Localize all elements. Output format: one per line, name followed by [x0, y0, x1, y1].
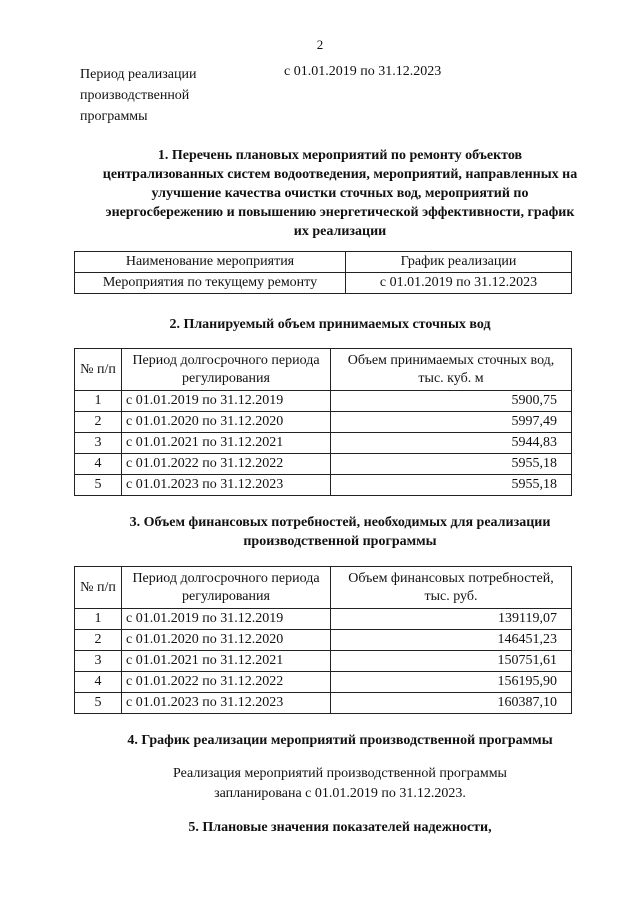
- table-cell: 5944,83: [331, 433, 572, 454]
- table-cell: 156195,90: [331, 672, 572, 693]
- table-cell: 1: [75, 391, 122, 412]
- table-row: [75, 630, 572, 651]
- table-row: [75, 391, 572, 412]
- table-cell: с 01.01.2023 по 31.12.2023: [122, 693, 331, 714]
- table-cell: 3: [75, 651, 122, 672]
- column-header: График реализации: [346, 252, 572, 273]
- activities-table: [74, 251, 572, 294]
- table-row: [75, 609, 572, 630]
- table-cell: 5955,18: [331, 475, 572, 496]
- financial-needs-table: [74, 566, 572, 714]
- page-number: 2: [316, 37, 324, 52]
- section5-heading: 5. Плановые значения показателей надежности,: [188, 820, 492, 835]
- period-value: с 01.01.2019 по 31.12.2023: [284, 64, 442, 79]
- section3-heading: 3. Объем финансовых потребностей, необходимых для реализации производственной программы: [129, 515, 551, 549]
- table-row: [75, 433, 572, 454]
- table-cell: Мероприятия по текущему ремонту: [75, 273, 346, 294]
- column-header: Объем финансовых потребностей, тыс. руб.: [331, 567, 572, 609]
- column-header: № п/п: [75, 349, 122, 391]
- column-header: Период долгосрочного периода регулирования: [122, 567, 331, 609]
- table-cell: 146451,23: [331, 630, 572, 651]
- section2-heading: 2. Планируемый объем принимаемых сточных вод: [169, 317, 491, 332]
- table-cell: 5: [75, 693, 122, 714]
- table-cell: 5900,75: [331, 391, 572, 412]
- table-cell: с 01.01.2019 по 31.12.2019: [122, 391, 331, 412]
- table-row: [75, 651, 572, 672]
- column-header: № п/п: [75, 567, 122, 609]
- table-cell: с 01.01.2022 по 31.12.2022: [122, 454, 331, 475]
- table-cell: 3: [75, 433, 122, 454]
- table-cell: 5: [75, 475, 122, 496]
- column-header: Объем принимаемых сточных вод, тыс. куб. м: [331, 349, 572, 391]
- table-header-row: [75, 567, 572, 609]
- table-cell: с 01.01.2023 по 31.12.2023: [122, 475, 331, 496]
- table-cell: с 01.01.2021 по 31.12.2021: [122, 651, 331, 672]
- table-cell: с 01.01.2022 по 31.12.2022: [122, 672, 331, 693]
- table-cell: 2: [75, 412, 122, 433]
- table-cell: с 01.01.2019 по 31.12.2023: [346, 273, 572, 294]
- table-cell: 1: [75, 609, 122, 630]
- table-header-row: [75, 252, 572, 273]
- wastewater-volume-table: [74, 348, 572, 496]
- table-row: [75, 475, 572, 496]
- table-cell: с 01.01.2020 по 31.12.2020: [122, 630, 331, 651]
- table-cell: 139119,07: [331, 609, 572, 630]
- table-cell: 4: [75, 672, 122, 693]
- table-row: [75, 273, 572, 294]
- table-cell: с 01.01.2021 по 31.12.2021: [122, 433, 331, 454]
- table-cell: 4: [75, 454, 122, 475]
- period-label: Период реализации производственной программы: [80, 67, 197, 124]
- section1-heading: 1. Перечень плановых мероприятий по ремонту объектов централизованных систем водоотведения, мероприятий, направленных на улучшение качества очистки сточных вод, мероприятий по энергосбережению и повышению энергетической эффективности, график их реализации: [102, 148, 578, 239]
- table-cell: 5955,18: [331, 454, 572, 475]
- table-row: [75, 412, 572, 433]
- table-row: [75, 672, 572, 693]
- table-cell: 150751,61: [331, 651, 572, 672]
- column-header: Период долгосрочного периода регулирования: [122, 349, 331, 391]
- column-header: Наименование мероприятия: [75, 252, 346, 273]
- section4-text: Реализация мероприятий производственной программы запланирована с 01.01.2019 по 31.12.2023.: [173, 766, 507, 801]
- table-cell: с 01.01.2020 по 31.12.2020: [122, 412, 331, 433]
- table-cell: 160387,10: [331, 693, 572, 714]
- table-row: [75, 454, 572, 475]
- table-header-row: [75, 349, 572, 391]
- section4-heading: 4. График реализации мероприятий производственной программы: [127, 733, 553, 748]
- table-cell: с 01.01.2019 по 31.12.2019: [122, 609, 331, 630]
- table-cell: 2: [75, 630, 122, 651]
- table-row: [75, 693, 572, 714]
- table-cell: 5997,49: [331, 412, 572, 433]
